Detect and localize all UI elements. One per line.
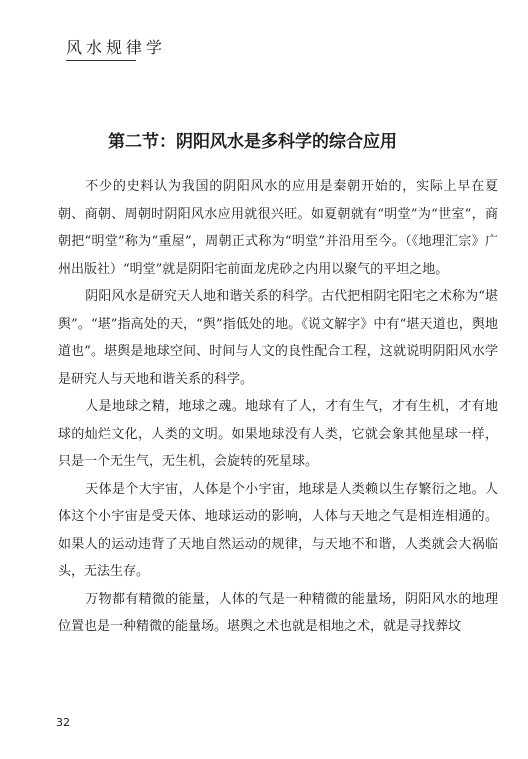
- section-title: 第二节：阴阳风水是多科学的综合应用: [108, 132, 397, 152]
- paragraph: 天体是个大宇宙，人体是个小宇宙，地球是人类赖以生存繁衍之地。人体这个小宇宙是受天体、地球运动的影响，人体与天地之气是相连相通的。如果人的运动违背了天地自然运动的规律，与天地不和谐，人类就会大祸临头，无法生存。: [58, 481, 498, 579]
- running-head: 风水规律学: [66, 38, 167, 57]
- header-rule: [66, 60, 136, 61]
- body-text: [58, 173, 498, 641]
- paragraph: 不少的史料认为我国的阴阳风水的应用是秦朝开始的，实际上早在夏朝、商朝、周朝时阴阳风水应用就很兴旺。如夏朝就有“明堂”为“世室”，商朝把“明堂”称为“重屋”，周朝正式称为“明堂”并沿用至今。（《地理汇宗》广州出版社）“明堂”就是阴阳宅前面龙虎砂之内用以聚气的平坦之地。: [58, 179, 498, 277]
- paragraph: 阴阳风水是研究天人地和谐关系的科学。古代把相阴宅阳宅之术称为“堪舆”。“堪”指高处的天，“舆”指低处的地。《说文解字》中有“堪天道也，舆地道也”。堪舆是地球空间、时间与人文的良性配合工程，这就说明阴阳风水学是研究人与天地和谐关系的科学。: [58, 289, 498, 387]
- paragraph: 人是地球之精，地球之魂。地球有了人，才有生气，才有生机，才有地球的灿烂文化，人类的文明。如果地球没有人类，它就会象其他星球一样，只是一个无生气，无生机，会旋转的死星球。: [58, 399, 498, 469]
- paragraph: 万物都有精微的能量，人体的气是一种精微的能量场，阴阳风水的地理位置也是一种精微的能量场。堪舆之术也就是相地之术，就是寻找葬坟: [58, 591, 498, 634]
- page-number: 32: [56, 716, 70, 729]
